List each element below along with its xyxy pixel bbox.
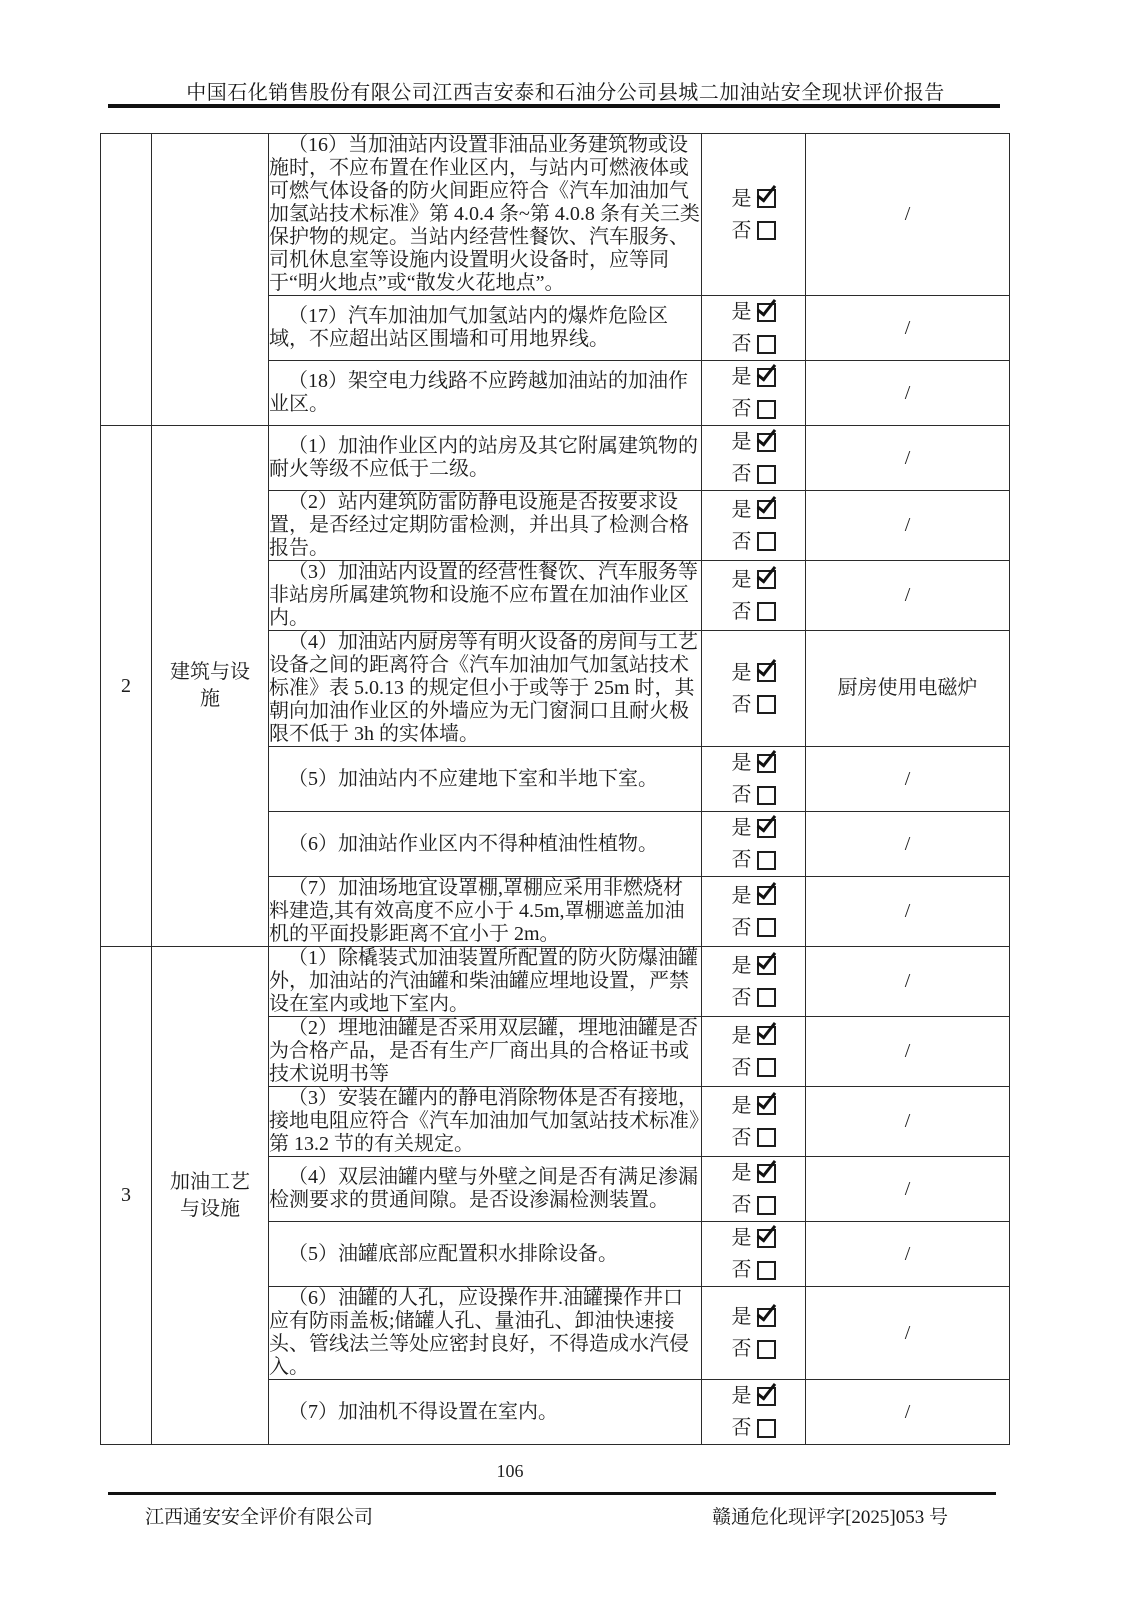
checklist-item-text: （7）加油机不得设置在室内。 [269,1380,702,1445]
remark-cell: / [806,361,1010,426]
yes-checkbox-checked [757,819,776,838]
yes-line [702,361,805,393]
checklist-item-text: （6）油罐的人孔，应设操作井.油罐操作井口应有防雨盖板;储罐人孔、量油孔、卸油快速接头、管线法兰等处应密封良好，不得造成水汽侵入。 [269,1287,702,1380]
yes-line [702,1020,805,1052]
serial-number-cell: 2 [101,426,152,947]
yes-checkbox-checked [757,189,776,208]
checklist-item-text: （4）双层油罐内壁与外壁之间是否有满足渗漏检测要求的贯通间隙。是否设渗漏检测装置。 [269,1157,702,1222]
yes-line [702,1157,805,1189]
no-label: 否 [731,1126,752,1149]
no-label: 否 [731,530,752,553]
yes-label: 是 [731,1306,752,1328]
no-label: 否 [731,849,752,871]
yes-label: 是 [731,366,752,388]
yes-no-cell [702,877,806,947]
no-label: 否 [731,333,752,355]
yes-label: 是 [731,1385,752,1407]
yes-line [702,564,805,596]
no-checkbox [757,465,776,484]
yes-line [702,494,805,526]
yes-line [702,950,805,982]
yes-checkbox-checked [757,570,776,589]
no-label: 否 [731,463,752,485]
category-cell [152,426,269,947]
remark-cell: / [806,1157,1010,1222]
no-line [702,689,805,721]
remark-cell: / [806,747,1010,812]
checklist-item-text: （5）油罐底部应配置积水排除设备。 [269,1222,702,1287]
yes-label: 是 [731,1227,752,1249]
yes-label: 是 [731,568,752,591]
yes-label: 是 [731,1094,752,1117]
checklist-item-text: （17）汽车加油加气加氢站内的爆炸危险区域，不应超出站区围墙和可用地界线。 [269,296,702,361]
checklist-item-text: （3）加油站内设置的经营性餐饮、汽车服务等非站房所属建筑物和设施不应布置在加油作业区内。 [269,561,702,631]
serial-number-cell: 3 [101,947,152,1445]
no-line [702,844,805,876]
safety-checklist-table [100,133,1010,1445]
no-checkbox [757,1058,776,1077]
no-label: 否 [731,1056,752,1079]
no-label: 否 [731,693,752,716]
no-line [702,982,805,1014]
yes-no-cell [702,561,806,631]
yes-label: 是 [731,1024,752,1047]
yes-line [702,747,805,779]
no-line [702,596,805,628]
yes-label: 是 [731,187,752,210]
no-label: 否 [731,916,752,939]
remark-cell: / [806,877,1010,947]
yes-no-cell [702,491,806,561]
checklist-item-text: （3）安装在罐内的静电消除物体是否有接地，接地电阻应符合《汽车加油加气加氢站技术标准》第 13.2 节的有关规定。 [269,1087,702,1157]
yes-checkbox-checked [757,303,776,322]
category-label: 加油工艺与设施 [170,1170,250,1220]
yes-line [702,812,805,844]
category-cell [152,947,269,1445]
yes-checkbox-checked [757,886,776,905]
yes-no-cell [702,1157,806,1222]
yes-label: 是 [731,301,752,323]
checklist-item-text: （4）加油站内厨房等有明火设备的房间与工艺设备之间的距离符合《汽车加油加气加氢站技术标准》表 5.0.13 的规定但小于或等于 25m 时，其朝向加油作业区的外墙应为无门窗洞口且耐火极限不低于 3h 的实体墙。 [269,631,702,747]
no-checkbox [757,1128,776,1147]
yes-checkbox-checked [757,663,776,682]
no-label: 否 [731,1194,752,1216]
yes-line [702,1222,805,1254]
no-label: 否 [731,600,752,623]
footer-document-number: 赣通危化现评字[2025]053 号 [712,1507,948,1528]
yes-no-cell [702,1287,806,1380]
remark-cell: / [806,561,1010,631]
yes-no-cell [702,1087,806,1157]
yes-no-cell [702,812,806,877]
no-label: 否 [731,219,752,242]
no-label: 否 [731,1259,752,1281]
yes-label: 是 [731,498,752,521]
remark-cell: / [806,1222,1010,1287]
no-line [702,526,805,558]
no-line [702,779,805,811]
checklist-item-text: （2）站内建筑防雷防静电设施是否按要求设置，是否经过定期防雷检测，并出具了检测合格报告。 [269,491,702,561]
no-line [702,1333,805,1365]
no-checkbox [757,1261,776,1280]
yes-checkbox-checked [757,1164,776,1183]
no-checkbox [757,1340,776,1359]
no-checkbox [757,786,776,805]
yes-line [702,426,805,458]
checklist-item-text: （1）加油作业区内的站房及其它附属建筑物的耐火等级不应低于二级。 [269,426,702,491]
no-label: 否 [731,398,752,420]
no-label: 否 [731,784,752,806]
no-line [702,1122,805,1154]
yes-line [702,1380,805,1412]
yes-no-cell [702,296,806,361]
yes-line [702,880,805,912]
no-line [702,1412,805,1444]
remark-cell: / [806,426,1010,491]
yes-line [702,183,805,215]
table-row [101,426,1010,491]
yes-no-cell [702,361,806,426]
yes-checkbox-checked [757,754,776,773]
yes-label: 是 [731,954,752,977]
yes-label: 是 [731,884,752,907]
checklist-item-text: （2）埋地油罐是否采用双层罐，埋地油罐是否为合格产品，是否有生产厂商出具的合格证书或技术说明书等 [269,1017,702,1087]
yes-no-cell [702,426,806,491]
yes-line [702,1301,805,1333]
category-cell [152,134,269,426]
yes-checkbox-checked [757,1229,776,1248]
no-checkbox [757,918,776,937]
yes-label: 是 [731,752,752,774]
yes-checkbox-checked [757,368,776,387]
yes-label: 是 [731,661,752,684]
no-line [702,458,805,490]
no-checkbox [757,988,776,1007]
yes-checkbox-checked [757,1308,776,1327]
serial-number-cell [101,134,152,426]
yes-line [702,657,805,689]
checklist-item-text: （6）加油站作业区内不得种植油性植物。 [269,812,702,877]
remark-cell: / [806,134,1010,296]
table-row [101,947,1010,1017]
checklist-item-text: （18）架空电力线路不应跨越加油站的加油作业区。 [269,361,702,426]
yes-checkbox-checked [757,1026,776,1045]
checklist-item-text: （1）除橇装式加油装置所配置的防火防爆油罐外，加油站的汽油罐和柴油罐应埋地设置，严禁设在室内或地下室内。 [269,947,702,1017]
yes-label: 是 [731,1162,752,1184]
yes-line [702,1090,805,1122]
no-label: 否 [731,1417,752,1439]
checklist-item-text: （7）加油场地宜设罩棚,罩棚应采用非燃烧材料建造,其有效高度不应小于 4.5m,罩棚遮盖加油机的平面投影距离不宜小于 2m。 [269,877,702,947]
no-checkbox [757,221,776,240]
no-line [702,1189,805,1221]
no-line [702,1254,805,1286]
no-label: 否 [731,1338,752,1360]
no-checkbox [757,602,776,621]
yes-label: 是 [731,817,752,839]
checklist-item-text: （5）加油站内不应建地下室和半地下室。 [269,747,702,812]
no-line [702,215,805,247]
no-line [702,393,805,425]
no-checkbox [757,695,776,714]
yes-no-cell [702,947,806,1017]
no-line [702,1052,805,1084]
table-row [101,134,1010,296]
no-checkbox [757,400,776,419]
no-line [702,328,805,360]
remark-cell: / [806,491,1010,561]
no-checkbox [757,1419,776,1438]
yes-no-cell [702,631,806,747]
page-number: 106 [496,1461,524,1481]
yes-no-cell [702,134,806,296]
yes-no-cell [702,1222,806,1287]
remark-cell: / [806,1380,1010,1445]
yes-checkbox-checked [757,1096,776,1115]
remark-cell: / [806,1287,1010,1380]
remark-cell: / [806,1017,1010,1087]
no-checkbox [757,532,776,551]
yes-checkbox-checked [757,500,776,519]
header-rule [108,104,1000,108]
no-checkbox [757,335,776,354]
yes-line [702,296,805,328]
yes-no-cell [702,747,806,812]
checklist-item-text: （16）当加油站内设置非油品业务建筑物或设施时，不应布置在作业区内，与站内可燃液体或可燃气体设备的防火间距应符合《汽车加油加气加氢站技术标准》第 4.0.4 条~第 4.0.8 条有关三类保护物的规定。当站内经营性餐饮、汽车服务、司机休息室等设施内设置明火设备时，应等同于“明火地点”或“散发火花地点”。 [269,134,700,294]
remark-cell: / [806,812,1010,877]
remark-cell: / [806,296,1010,361]
no-label: 否 [731,986,752,1009]
yes-no-cell [702,1017,806,1087]
yes-checkbox-checked [757,433,776,452]
document-header-title: 中国石化销售股份有限公司江西吉安泰和石油分公司县城二加油站安全现状评价报告 [186,82,945,104]
yes-checkbox-checked [757,956,776,975]
remark-cell: / [806,947,1010,1017]
remark-cell: / [806,1087,1010,1157]
yes-label: 是 [731,431,752,453]
footer-rule [108,1492,996,1495]
no-checkbox [757,1196,776,1215]
yes-checkbox-checked [757,1387,776,1406]
no-checkbox [757,851,776,870]
footer-company-name: 江西通安安全评价有限公司 [145,1507,374,1528]
category-label: 建筑与设施 [170,661,250,710]
no-line [702,912,805,944]
yes-no-cell [702,1380,806,1445]
remark-cell: 厨房使用电磁炉 [806,631,1010,747]
